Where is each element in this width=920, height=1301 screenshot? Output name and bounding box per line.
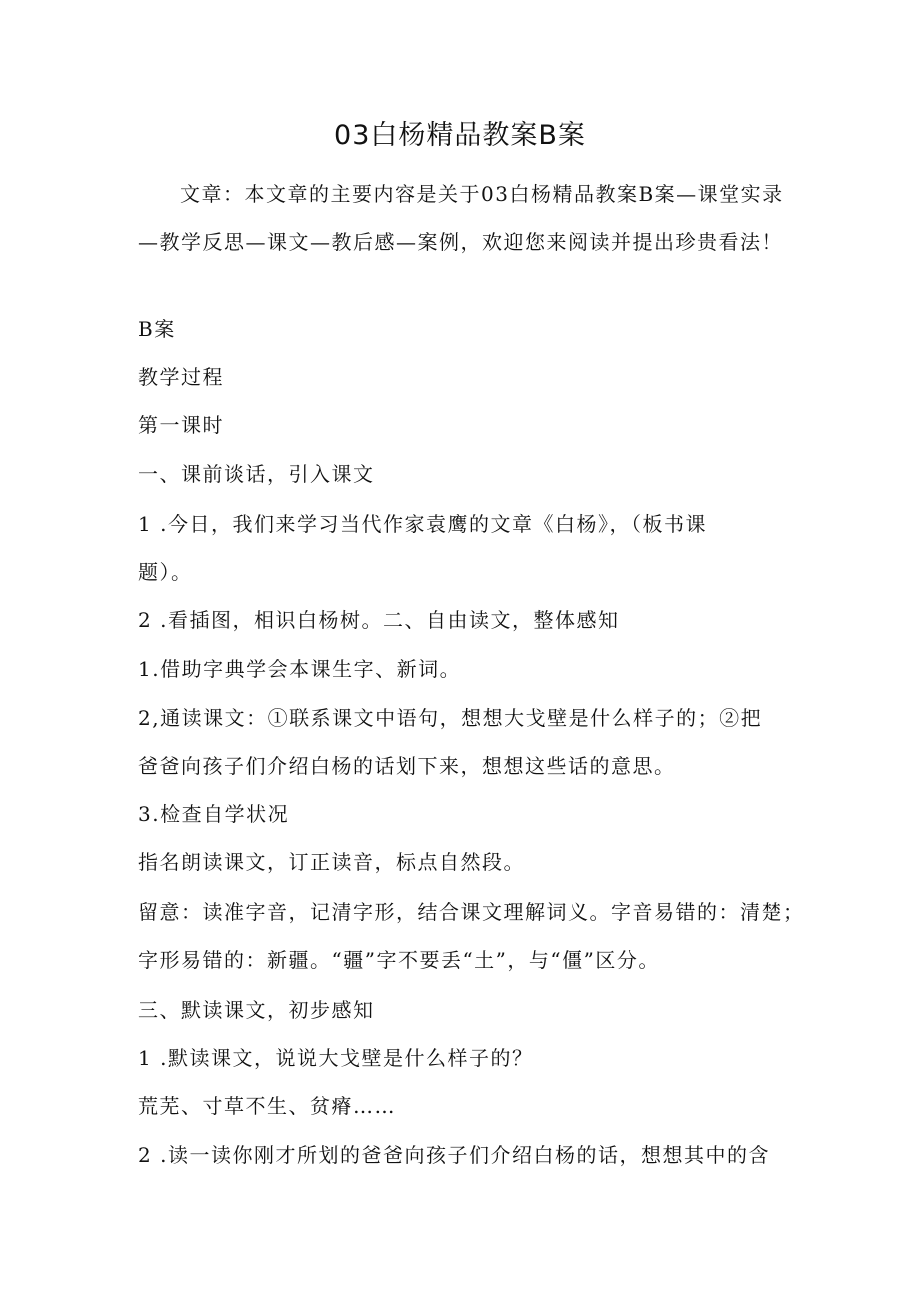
b-plan-heading: B案 [138, 317, 176, 341]
note-line-1: 留意：读准字音，记清字形，结合课文理解词义。字音易错的：清楚； [138, 900, 805, 924]
document-title: 03白杨精品教案B案 [334, 120, 586, 151]
intro-paragraph: 文章：本文章的主要内容是关于03白杨精品教案B案—课堂实录—教学反思—课文—教后感—案例，欢迎您来阅读并提出珍贵看法！ [138, 182, 784, 254]
teaching-process-heading: 教学过程 [138, 365, 224, 389]
section-1-item-1: 1 .今日，我们来学习当代作家袁鹰的文章《白杨》，（板书课 [138, 512, 707, 536]
section-2-item-2-continued: 爸爸向孩子们介绍白杨的话划下来，想想这些话的意思。 [138, 754, 676, 778]
section-1-item-1-continued: 题）。 [138, 560, 193, 584]
section-2-item-3-detail: 指名朗读课文，订正读音，标点自然段。 [138, 850, 525, 874]
section-2-item-1: 1.借助字典学会本课生字、新词。 [138, 657, 462, 681]
note-line-2: 字形易错的：新疆。“疆”字不要丢“土”，与“僵”区分。 [138, 948, 660, 972]
section-1-item-2: 2 .看插图，相识白杨树。二、自由读文，整体感知 [138, 608, 620, 632]
section-3-item-1-answer: 荒芜、寸草不生、贫瘠…… [138, 1094, 396, 1118]
section-1-heading: 一、课前谈话，引入课文 [138, 462, 375, 486]
section-3-heading: 三、默读课文，初步感知 [138, 998, 375, 1022]
section-3-item-1: 1 .默读课文，说说大戈壁是什么样子的？ [138, 1046, 534, 1070]
section-2-item-3: 3.检查自学状况 [138, 802, 290, 826]
section-2-item-2: 2,通读课文：①联系课文中语句，想想大戈壁是什么样子的；②把 [138, 706, 763, 730]
section-3-item-2: 2 .读一读你刚才所划的爸爸向孩子们介绍白杨的话，想想其中的含 [138, 1143, 770, 1167]
first-lesson-heading: 第一课时 [138, 413, 224, 437]
